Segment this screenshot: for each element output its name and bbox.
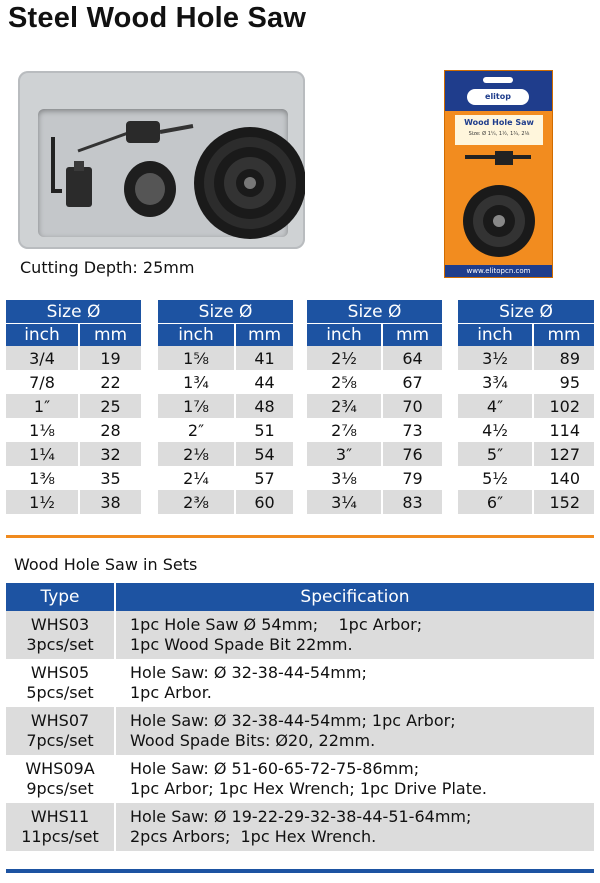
set-type-cell [6, 659, 115, 707]
inch-header: inch [307, 324, 382, 347]
set-spec-cell [115, 659, 594, 707]
hole-saw-kit-illustration [18, 71, 305, 249]
table-row [6, 442, 141, 466]
mm-cell: 38 [79, 490, 141, 514]
set-type-cell [6, 755, 115, 803]
inch-header: inch [458, 324, 533, 347]
package-sizes: Size: Ø 1¼, 1½, 1¾, 2⅛ [468, 131, 530, 137]
table-row [158, 394, 293, 418]
spec-line: 1pc Arbor; 1pc Hex Wrench; 1pc Drive Plate. [130, 779, 487, 798]
inch-cell: 3¾ [458, 370, 533, 394]
inch-cell: 3½ [458, 346, 533, 370]
mm-cell: 32 [79, 442, 141, 466]
size-table-4 [458, 300, 594, 514]
table-row [307, 466, 442, 490]
mm-cell: 89 [533, 346, 594, 370]
spec-line: Hole Saw: Ø 32-38-44-54mm; [130, 663, 367, 682]
set-model: WHS07 [30, 711, 90, 730]
table-row [6, 490, 141, 514]
spec-line: 1pc Arbor. [130, 683, 212, 702]
table-row [307, 394, 442, 418]
mm-cell: 127 [533, 442, 594, 466]
set-type-cell [6, 803, 115, 851]
mm-cell: 67 [382, 370, 442, 394]
mm-cell: 48 [235, 394, 293, 418]
mm-cell: 114 [533, 418, 594, 442]
package-website: www.elitopcn.com [445, 265, 552, 277]
mm-cell: 79 [382, 466, 442, 490]
mm-cell: 76 [382, 442, 442, 466]
inch-header: inch [158, 324, 235, 347]
set-spec-cell [115, 611, 594, 659]
mm-cell: 102 [533, 394, 594, 418]
table-row [307, 418, 442, 442]
table-row [458, 466, 594, 490]
inch-cell: 4″ [458, 394, 533, 418]
retail-package-image [444, 70, 553, 278]
cutting-depth-caption: Cutting Depth: 25mm [20, 258, 195, 277]
size-header: Size Ø [307, 300, 442, 324]
inch-cell: 7/8 [6, 370, 79, 394]
table-row [6, 394, 141, 418]
type-header: Type [6, 583, 115, 611]
set-spec-cell [115, 803, 594, 851]
set-count: 7pcs/set [26, 731, 94, 750]
mm-cell: 64 [382, 346, 442, 370]
set-count: 5pcs/set [26, 683, 94, 702]
inch-cell: 5½ [458, 466, 533, 490]
page-title: Steel Wood Hole Saw [8, 2, 307, 34]
set-type-cell [6, 707, 115, 755]
package-product-illustration [445, 71, 552, 277]
table-row [158, 418, 293, 442]
mm-header: mm [533, 324, 594, 347]
set-spec-cell [115, 707, 594, 755]
mm-cell: 54 [235, 442, 293, 466]
inch-cell: 2⅛ [158, 442, 235, 466]
set-type-cell [6, 611, 115, 659]
spec-line: 1pc Hole Saw Ø 54mm; 1pc Arbor; [130, 615, 423, 634]
table-row [307, 442, 442, 466]
table-row [6, 611, 594, 659]
table-row [458, 370, 594, 394]
table-row [458, 490, 594, 514]
set-count: 9pcs/set [26, 779, 94, 798]
inch-cell: 1″ [6, 394, 79, 418]
set-count: 3pcs/set [26, 635, 94, 654]
spec-line: Hole Saw: Ø 32-38-44-54mm; 1pc Arbor; [130, 711, 456, 730]
sets-section-title: Wood Hole Saw in Sets [14, 555, 198, 574]
set-model: WHS09A [25, 759, 95, 778]
mm-cell: 83 [382, 490, 442, 514]
mm-header: mm [235, 324, 293, 347]
table-row [6, 659, 594, 707]
inch-header: inch [6, 324, 79, 347]
mm-cell: 19 [79, 346, 141, 370]
mm-cell: 41 [235, 346, 293, 370]
mm-cell: 70 [382, 394, 442, 418]
set-count: 11pcs/set [21, 827, 99, 846]
table-row [458, 394, 594, 418]
inch-cell: 4½ [458, 418, 533, 442]
inch-cell: 2⅞ [307, 418, 382, 442]
spec-line: Hole Saw: Ø 19-22-29-32-38-44-51-64mm; [130, 807, 472, 826]
table-row [307, 346, 442, 370]
table-row [6, 466, 141, 490]
size-table-2 [158, 300, 293, 514]
inch-cell: 1¼ [6, 442, 79, 466]
inch-cell: 2″ [158, 418, 235, 442]
table-row [458, 442, 594, 466]
table-row [6, 755, 594, 803]
set-spec-cell [115, 755, 594, 803]
inch-cell: 6″ [458, 490, 533, 514]
mm-cell: 140 [533, 466, 594, 490]
size-header: Size Ø [6, 300, 141, 324]
mm-cell: 25 [79, 394, 141, 418]
table-row [158, 466, 293, 490]
inch-cell: 1⅜ [6, 466, 79, 490]
mm-cell: 51 [235, 418, 293, 442]
inch-cell: 3⅛ [307, 466, 382, 490]
spec-line: 1pc Wood Spade Bit 22mm. [130, 635, 353, 654]
inch-cell: 1⅞ [158, 394, 235, 418]
set-model: WHS03 [30, 615, 90, 634]
brand-logo: elitop [467, 89, 529, 105]
mm-cell: 73 [382, 418, 442, 442]
inch-cell: 2¼ [158, 466, 235, 490]
table-row [307, 490, 442, 514]
spec-line: Hole Saw: Ø 51-60-65-72-75-86mm; [130, 759, 420, 778]
inch-cell: 2½ [307, 346, 382, 370]
table-row [158, 370, 293, 394]
table-row [6, 346, 141, 370]
inch-cell: 3/4 [6, 346, 79, 370]
inch-cell: 1¾ [158, 370, 235, 394]
size-table-1 [6, 300, 141, 514]
table-row [158, 490, 293, 514]
mm-cell: 35 [79, 466, 141, 490]
table-row [307, 370, 442, 394]
table-row [6, 418, 141, 442]
set-model: WHS11 [30, 807, 90, 826]
inch-cell: 2⅝ [307, 370, 382, 394]
set-model: WHS05 [30, 663, 90, 682]
mm-header: mm [382, 324, 442, 347]
mm-cell: 152 [533, 490, 594, 514]
mm-cell: 44 [235, 370, 293, 394]
table-row [458, 418, 594, 442]
package-product-name: Wood Hole Saw [464, 118, 534, 127]
sets-table [6, 583, 594, 851]
inch-cell: 2¾ [307, 394, 382, 418]
mm-cell: 60 [235, 490, 293, 514]
spec-line: Wood Spade Bits: Ø20, 22mm. [130, 731, 376, 750]
section-divider [6, 535, 594, 538]
table-row [158, 346, 293, 370]
mm-cell: 95 [533, 370, 594, 394]
mm-cell: 22 [79, 370, 141, 394]
spec-line: 2pcs Arbors; 1pc Hex Wrench. [130, 827, 377, 846]
mm-cell: 28 [79, 418, 141, 442]
size-header: Size Ø [158, 300, 293, 324]
size-header: Size Ø [458, 300, 594, 324]
footer-divider [6, 869, 594, 873]
table-row [6, 707, 594, 755]
inch-cell: 1⅝ [158, 346, 235, 370]
table-row [458, 346, 594, 370]
table-row [6, 803, 594, 851]
inch-cell: 2⅜ [158, 490, 235, 514]
inch-cell: 3″ [307, 442, 382, 466]
inch-cell: 1½ [6, 490, 79, 514]
table-row [158, 442, 293, 466]
mm-cell: 57 [235, 466, 293, 490]
specification-header: Specification [115, 583, 594, 611]
table-row [6, 370, 141, 394]
inch-cell: 5″ [458, 442, 533, 466]
inch-cell: 1⅛ [6, 418, 79, 442]
inch-cell: 3¼ [307, 490, 382, 514]
mm-header: mm [79, 324, 141, 347]
size-table-3 [307, 300, 442, 514]
hole-saw-kit-case-image [18, 71, 305, 249]
